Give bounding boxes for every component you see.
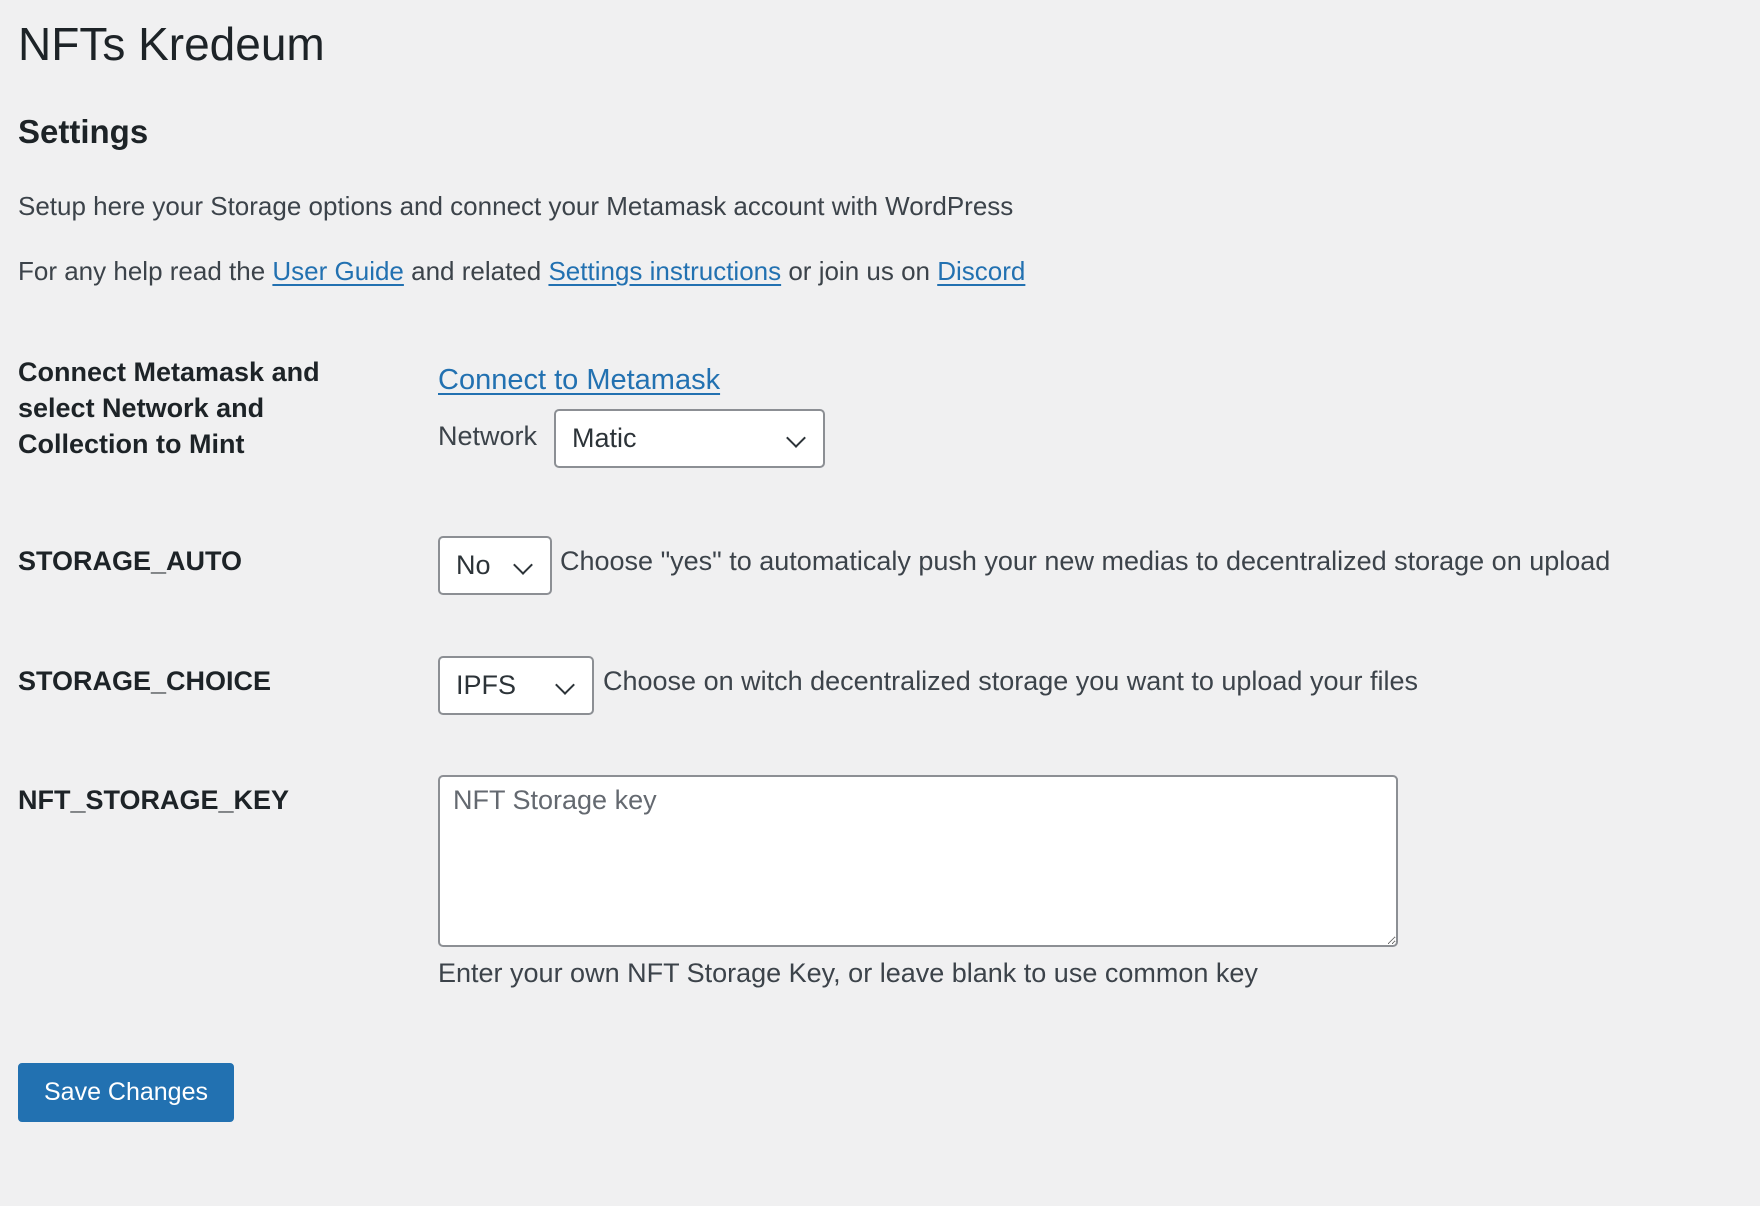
chevron-down-icon — [786, 428, 806, 448]
page-title: NFTs Kredeum — [18, 18, 325, 70]
network-select-value: Matic — [572, 423, 637, 453]
storage-auto-select[interactable] — [438, 536, 552, 595]
help-text — [18, 255, 1025, 287]
nft-storage-key-input[interactable] — [438, 775, 1398, 947]
section-title: Settings — [18, 113, 149, 150]
help-middle: and related — [403, 256, 549, 286]
metamask-setting-label: Connect Metamask and select Network and Collection to Mint — [18, 357, 320, 459]
user-guide-link[interactable]: User Guide — [272, 256, 404, 286]
connect-metamask-link[interactable]: Connect to Metamask — [438, 364, 721, 396]
network-label: Network — [438, 421, 538, 451]
storage-choice-label: STORAGE_CHOICE — [18, 666, 272, 696]
settings-instructions-link[interactable]: Settings instructions — [548, 256, 782, 286]
save-changes-button[interactable]: Save Changes — [18, 1063, 234, 1122]
network-select[interactable] — [554, 409, 825, 468]
storage-choice-description: Choose on witch decentralized storage you want to upload your files — [603, 666, 1418, 696]
chevron-down-icon — [555, 675, 575, 695]
storage-choice-select-value: IPFS — [456, 670, 517, 700]
nft-storage-key-description: Enter your own NFT Storage Key, or leave blank to use common key — [438, 958, 1258, 988]
storage-choice-select[interactable] — [438, 656, 594, 715]
chevron-down-icon — [513, 555, 533, 575]
discord-link[interactable]: Discord — [937, 256, 1026, 286]
settings-description: Setup here your Storage options and connect your Metamask account with WordPress — [18, 191, 1014, 221]
nft-storage-key-label: NFT_STORAGE_KEY — [18, 785, 290, 815]
storage-auto-select-value: No — [456, 550, 491, 580]
storage-auto-label: STORAGE_AUTO — [18, 546, 243, 576]
help-suffix: or join us on — [781, 256, 938, 286]
help-prefix: For any help read the — [18, 256, 273, 286]
storage-auto-description: Choose "yes" to automaticaly push your new medias to decentralized storage on upload — [560, 546, 1611, 576]
